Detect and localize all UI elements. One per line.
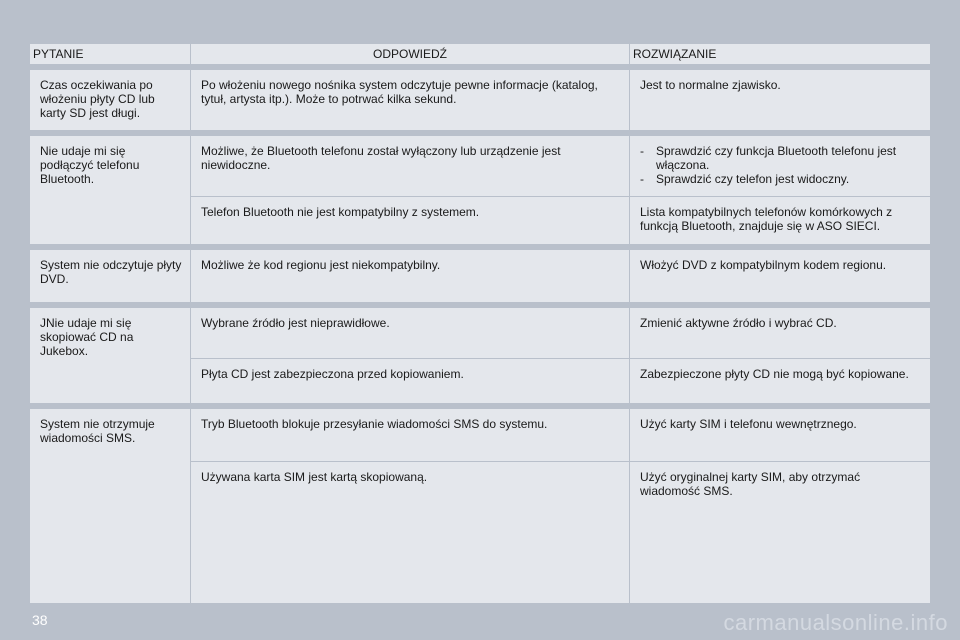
question-cell: System nie odczytuje płyty DVD. [30,250,190,302]
solution-cell: Zabezpieczone płyty CD nie mogą być kopiowane. [630,358,930,403]
table-group [30,136,930,244]
answer-cell: Możliwe, że Bluetooth telefonu został wyłączony lub urządzenie jest niewidoczne. [191,136,629,196]
table-group [30,70,930,130]
question-cell: System nie otrzymuje wiadomości SMS. [30,409,190,603]
question-cell: JNie udaje mi się skopiować CD na Jukebox. [30,308,190,403]
header-solution: ROZWIĄZANIE [630,44,930,64]
list-item: - Sprawdzić czy funkcja Bluetooth telefonu jest włączona. [640,144,922,172]
answer-cell: Używana karta SIM jest kartą skopiowaną. [191,461,629,603]
table-header [30,44,930,64]
table-group [30,308,930,403]
solution-cell [630,136,930,196]
table-group [30,409,930,603]
watermark: carmanualsonline.info [723,610,948,635]
answer-cell: Płyta CD jest zabezpieczona przed kopiowaniem. [191,358,629,403]
answer-cell: Tryb Bluetooth blokuje przesyłanie wiadomości SMS do systemu. [191,409,629,461]
solution-list [640,144,922,186]
answer-cell: Możliwe że kod regionu jest niekompatybilny. [191,250,629,302]
solution-cell: Włożyć DVD z kompatybilnym kodem regionu. [630,250,930,302]
solution-cell: Jest to normalne zjawisko. [630,70,930,130]
answer-cell: Po włożeniu nowego nośnika system odczytuje pewne informacje (katalog, tytuł, artysta itp.). Może to potrwać kilka sekund. [191,70,629,130]
solution-cell: Użyć oryginalnej karty SIM, aby otrzymać wiadomość SMS. [630,461,930,603]
header-answer: ODPOWIEDŹ [191,44,629,64]
table-group [30,250,930,302]
solution-cell: Lista kompatybilnych telefonów komórkowych z funkcją Bluetooth, znajduje się w ASO SIECI. [630,196,930,244]
question-cell: Nie udaje mi się podłączyć telefonu Bluetooth. [30,136,190,244]
troubleshooting-table [30,44,930,603]
list-item: - Sprawdzić czy telefon jest widoczny. [640,172,922,186]
header-question: PYTANIE [30,44,190,64]
answer-cell: Wybrane źródło jest nieprawidłowe. [191,308,629,358]
solution-cell: Użyć karty SIM i telefonu wewnętrznego. [630,409,930,461]
page-number: 38 [32,612,48,628]
solution-cell: Zmienić aktywne źródło i wybrać CD. [630,308,930,358]
question-cell: Czas oczekiwania po włożeniu płyty CD lub karty SD jest długi. [30,70,190,130]
answer-cell: Telefon Bluetooth nie jest kompatybilny z systemem. [191,196,629,244]
